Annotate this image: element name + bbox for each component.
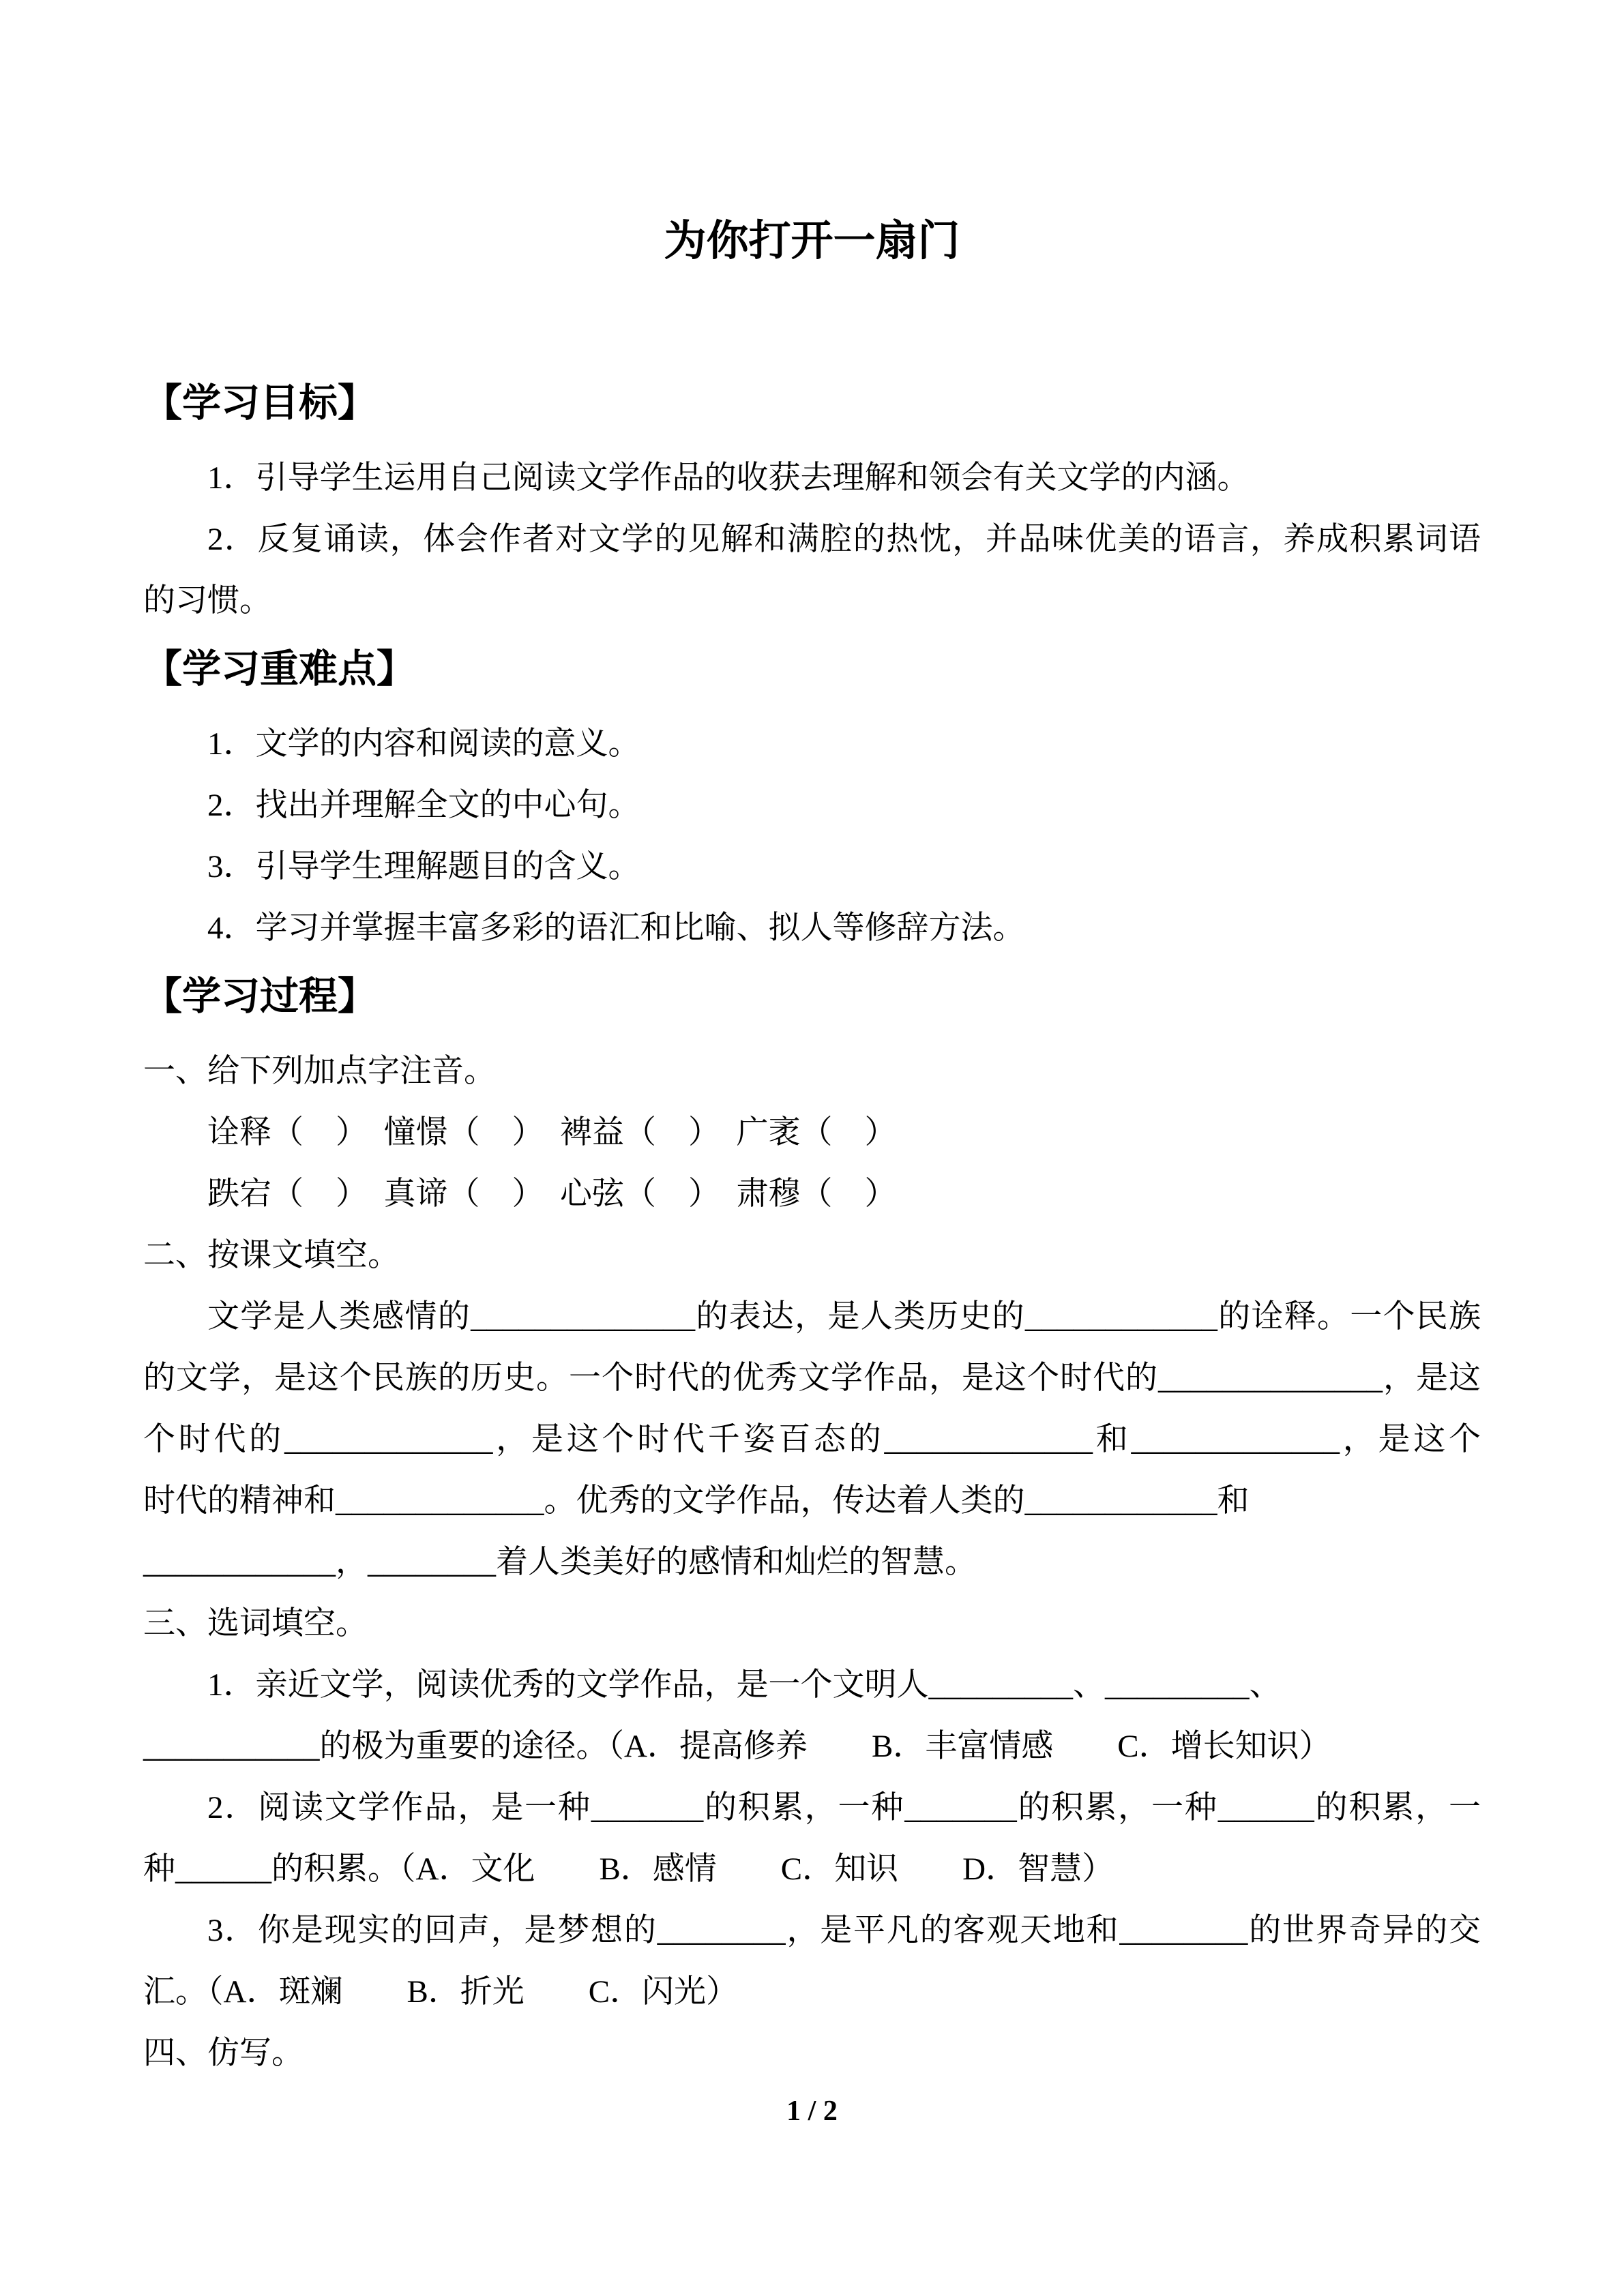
objective-item-2: 2．反复诵读，体会作者对文学的见解和满腔的热忱，并品味优美的语言，养成积累词语 [207,522,1481,557]
section-heading-objectives: 【学习目标】 [143,382,377,425]
fill-blank-line-5: ____________，________着人类美好的感情和灿烂的智慧。 [143,1545,977,1580]
task-2-label: 二、按课文填空。 [143,1238,400,1273]
section-heading-key-points: 【学习重难点】 [143,648,415,691]
task-4-label: 四、仿写。 [143,2036,304,2071]
page-title: 为你打开一扇门 [664,218,960,265]
fill-blank-line-2: 的文学，是这个民族的历史。一个时代的优秀文学作品，是这个时代的______________，是这 [143,1360,1481,1396]
objective-item-2-continuation: 的习惯。 [143,583,271,618]
word-choice-line-6: 汇。（A．斑斓 B．折光 C．闪光） [143,1974,739,2010]
word-choice-line-2: ___________的极为重要的途径。（A．提高修养 B．丰富情感 C．增长知识） [143,1729,1331,1764]
objective-item-1: 1．引导学生运用自己阅读文学作品的收获去理解和领会有关文学的内涵。 [207,460,1250,496]
section-heading-process: 【学习过程】 [143,975,377,1018]
fill-blank-line-1: 文学是人类感情的______________的表达，是人类历史的____________的诠释。一个民族 [207,1299,1481,1335]
key-point-item-2: 2．找出并理解全文的中心句。 [207,788,640,823]
key-point-item-1: 1．文学的内容和阅读的意义。 [207,726,640,762]
word-choice-line-3: 2．阅读文学作品，是一种_______的积累，一种_______的积累，一种______的积累，一 [207,1790,1481,1825]
word-choice-line-5: 3．你是现实的回声，是梦想的________，是平凡的客观天地和________的世界奇异的交 [207,1913,1481,1948]
page-number: 1 / 2 [786,2096,838,2127]
pinyin-row-2: 跌宕（ ） 真谛（ ） 心弦（ ） 肃穆（ ） [207,1176,897,1212]
fill-blank-line-3: 个时代的_____________，是这个时代千姿百态的_____________和_____________，是这个 [143,1422,1481,1457]
task-3-label: 三、选词填空。 [143,1606,368,1641]
key-point-item-4: 4．学习并掌握丰富多彩的语汇和比喻、拟人等修辞方法。 [207,910,1025,946]
pinyin-row-1: 诠释（ ） 憧憬（ ） 裨益（ ） 广袤（ ） [207,1115,897,1150]
word-choice-line-1: 1．亲近文学，阅读优秀的文学作品，是一个文明人_________、_________、 [207,1667,1282,1703]
word-choice-line-4: 种______的积累。（A．文化 B．感情 C．知识 D．智慧） [143,1851,1114,1887]
fill-blank-line-4: 时代的精神和_____________。优秀的文学作品，传达着人类的____________和 [143,1483,1250,1519]
task-1-label: 一、给下列加点字注音。 [143,1054,496,1089]
key-point-item-3: 3．引导学生理解题目的含义。 [207,849,640,884]
